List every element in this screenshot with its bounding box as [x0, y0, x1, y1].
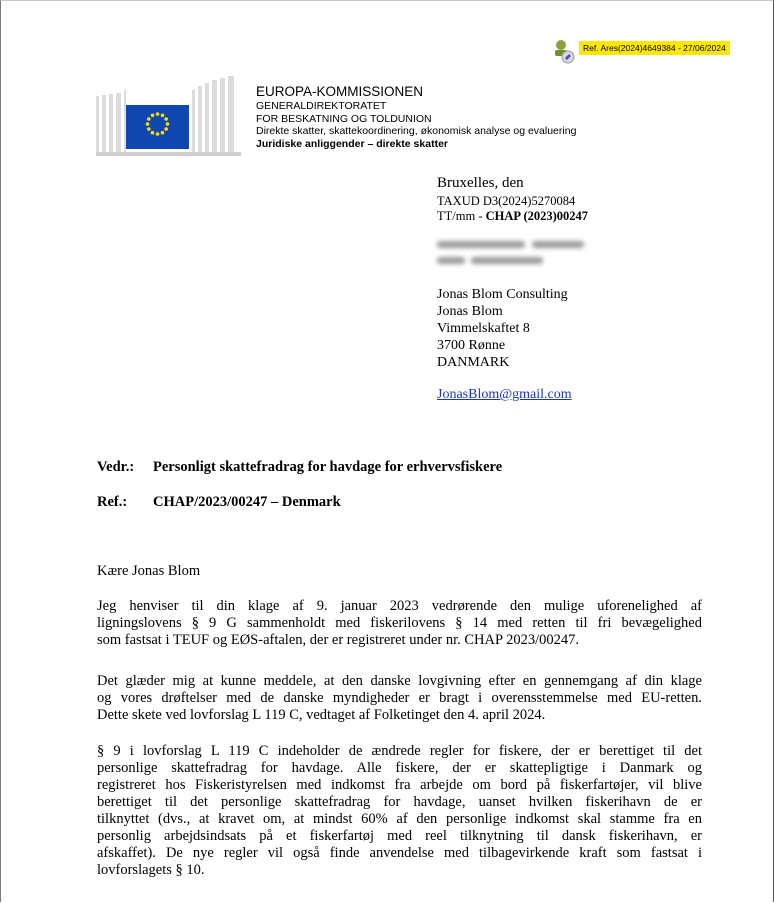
recipient-name: Jonas Blom — [437, 304, 503, 319]
text-line: registreret hos Fiskeristyrelsen med indkomst fra arbejde om bord på fiskerfartøjer, vil blive — [97, 777, 702, 793]
document-reference: TAXUD D3(2024)5270084 — [437, 194, 576, 208]
reference-line — [97, 494, 341, 511]
text-line: personlige skattefradrag for havdage. Alle fiskere, der er skattepligtige i Danmark og — [97, 760, 702, 776]
body-paragraph-3 — [97, 743, 702, 879]
ares-reference-stamp — [552, 40, 730, 56]
case-reference — [437, 209, 588, 224]
text-line: Jeg henviser til din klage af 9. januar 2023 vedrørende den mulige uforenelighed af — [97, 598, 702, 614]
text-line: § 9 i lovforslag L 119 C indeholder de ændrede regler for fiskere, der er berettiget til det — [97, 743, 702, 759]
recipient-address — [437, 286, 568, 371]
reference-label: Ref.: — [97, 494, 128, 510]
text-line: ligningslovens § 9 G sammenholdt med fiskerilovens § 14 med retten til fri bevægelighed — [97, 615, 702, 631]
digital-seal-icon — [552, 39, 578, 65]
directorate-name: Direkte skatter, skattekoordinering, økonomisk analyse og evaluering — [256, 125, 577, 137]
recipient-company: Jonas Blom Consulting — [437, 287, 568, 302]
text-line: berettiget til det personlige skattefradrag for havdage, uanset hvilken fiskerihavn de er — [97, 794, 702, 810]
directorate-general-line1: GENERALDIREKTORATET — [256, 100, 387, 112]
body-paragraph-1 — [97, 598, 702, 649]
letterhead-organisation — [256, 84, 576, 150]
text-line: og vores drøftelser med de danske myndigheder er bragt i overensstemmelse med EU-retten. — [97, 690, 702, 706]
text-line: som fastsat i TEUF og EØS-aftalen, der er registreret under nr. CHAP 2023/00247. — [97, 632, 580, 648]
reference-text: CHAP/2023/00247 – Denmark — [153, 494, 341, 510]
ares-reference-text: Ref. Ares(2024)4649384 - 27/06/2024 — [579, 41, 730, 55]
recipient-city: 3700 Rønne — [437, 338, 506, 353]
text-line: lovforslagets § 10. — [97, 862, 205, 878]
european-commission-logo — [96, 76, 241, 158]
redacted-signature-block — [437, 237, 587, 271]
text-line: personlig arbejdsindsats på et fiskerfartøj med reel tilknytning til dansk fiskerihavn, er — [97, 828, 702, 844]
text-line: Dette skete ved lovforslag L 119 C, vedtaget af Folketinget den 4. april 2024. — [97, 707, 546, 723]
case-number: CHAP (2023)00247 — [485, 209, 589, 223]
unit-name: Juridiske anliggender – direkte skatter — [256, 137, 448, 150]
organisation-name: EUROPA-KOMMISSIONEN — [256, 84, 424, 99]
place-date: Bruxelles, den — [437, 175, 524, 191]
text-line: afskaffet). De nye regler vil også finde anvendelse med tilbagevirkende kraft som fastsat i — [97, 845, 702, 861]
subject-text: Personligt skattefradrag for havdage for erhvervsfiskere — [153, 459, 503, 475]
directorate-general-line2: FOR BESKATNING OG TOLDUNION — [256, 112, 432, 125]
recipient-email-link[interactable]: JonasBlom@gmail.com — [437, 387, 572, 402]
author-initials: TT/mm - — [437, 209, 486, 223]
recipient-street: Vimmelskaftet 8 — [437, 321, 530, 336]
recipient-country: DANMARK — [437, 355, 510, 370]
text-line: tilknyttet (dvs., at kravet om, at mindst 60% af den personlige indkomst skal stamme fra en — [97, 811, 702, 827]
text-line: Det glæder mig at kunne meddele, at den danske lovgivning efter en gennemgang af din klage — [97, 673, 702, 689]
greeting: Kære Jonas Blom — [97, 563, 201, 579]
subject-label: Vedr.: — [97, 459, 135, 475]
subject-line — [97, 459, 502, 476]
body-paragraph-2 — [97, 673, 702, 724]
